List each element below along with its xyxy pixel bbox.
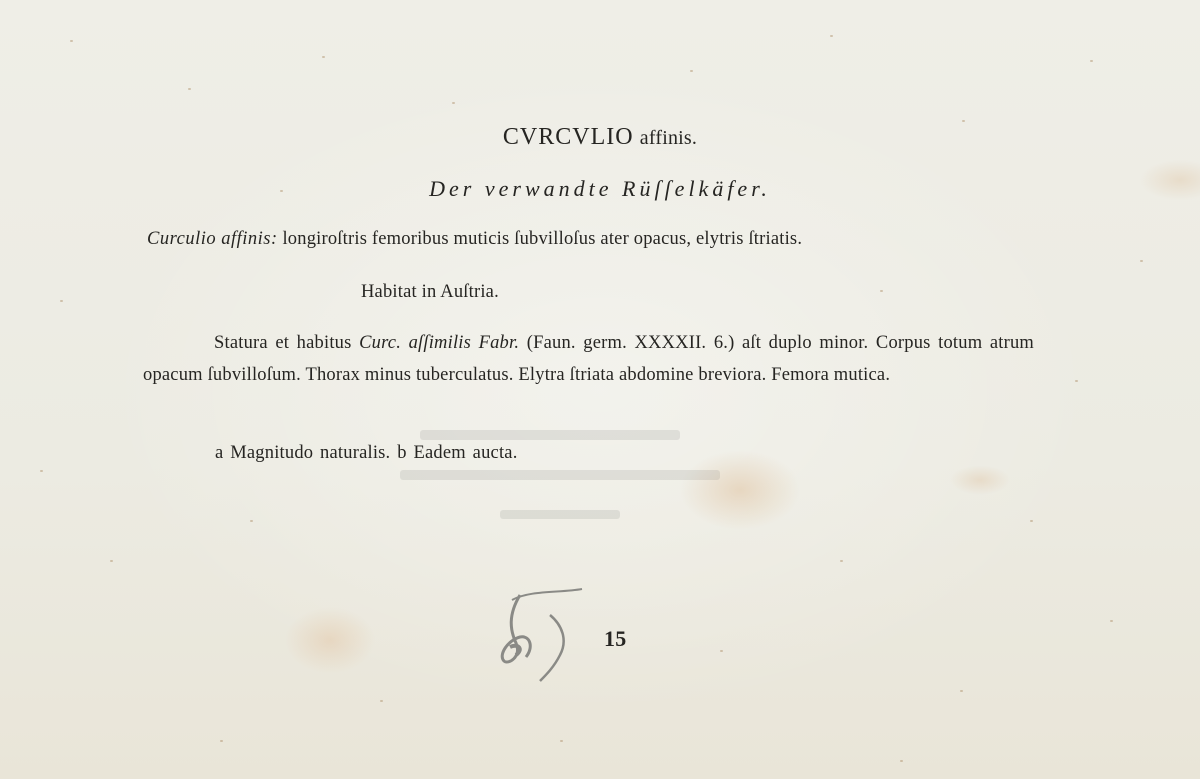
habitat-line: Habitat in Auſtria. [361, 282, 499, 302]
pencil-mark-icon [490, 585, 590, 685]
figure-caption: a Magnitudo naturalis. b Eadem aucta. [215, 443, 518, 463]
description-rest: (Faun. germ. XXXXII. 6.) aſt duplo minor. Corpus totum atrum opacum ſubvilloſum. Thorax minus tuberculatus. Elytra ſtriata abdomine breviora. Femora mutica. [143, 333, 1035, 385]
page-number: 15 [604, 626, 627, 651]
diagnosis-name: Curculio affinis: [147, 229, 278, 249]
description-reference: Curc. aſſimilis Fabr. [359, 333, 520, 353]
title-species: affinis. [639, 127, 698, 149]
description-start: Statura et habitus [214, 333, 352, 353]
bleed-through-text [400, 410, 730, 530]
description-paragraph [143, 327, 1034, 391]
title-genus: CVRCVLIO [502, 124, 634, 150]
diagnosis-text: longiroſtris femoribus muticis ſubvilloſus ater opacus, elytris ſtriatis. [282, 229, 803, 249]
page-subtitle: Der verwandte Rüſſelkäfer. [429, 176, 771, 201]
page-title [0, 124, 1200, 151]
diagnosis-line [147, 229, 1037, 250]
